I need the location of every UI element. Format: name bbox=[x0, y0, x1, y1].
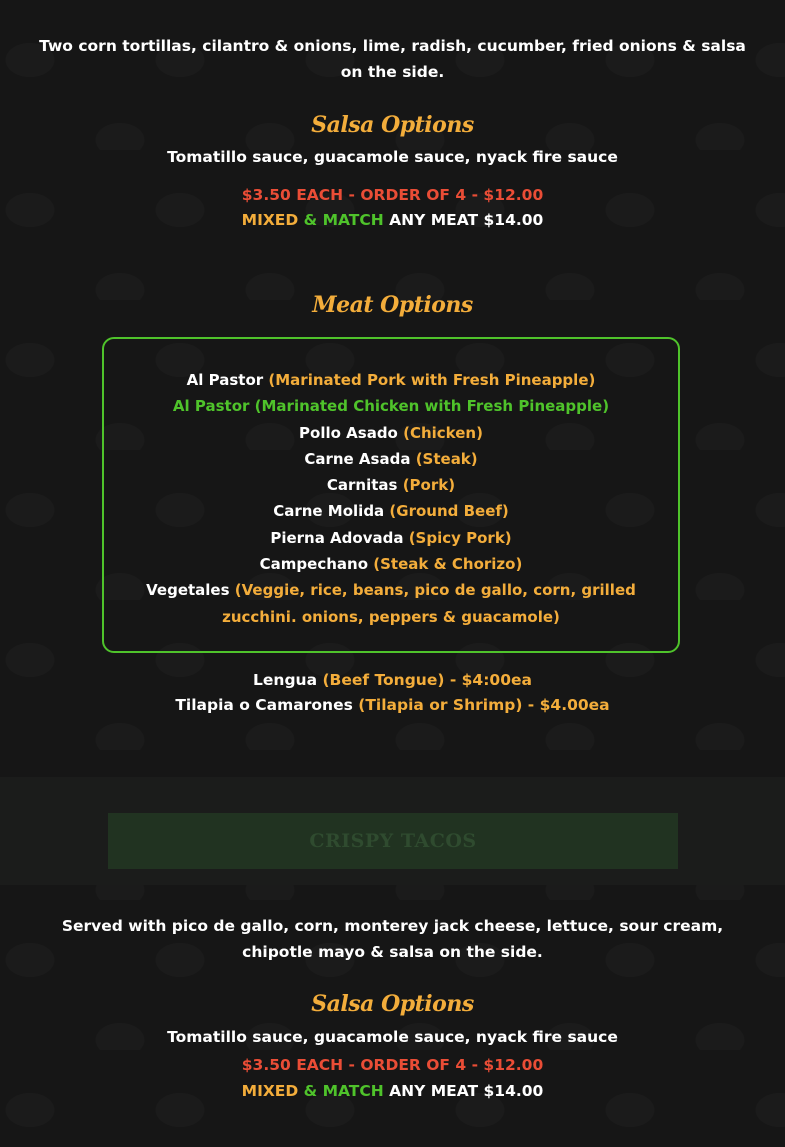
extra-item bbox=[0, 669, 785, 691]
crispy-mix-match-line bbox=[0, 1080, 785, 1102]
crispy-tacos-title: CRISPY TACOS bbox=[108, 813, 678, 869]
meat-name: Carne Molida bbox=[273, 502, 385, 521]
mix-match-text: & MATCH bbox=[303, 211, 384, 229]
extra-name: Tilapia o Camarones bbox=[175, 696, 353, 714]
extra-desc: (Beef Tongue) - $4:00ea bbox=[322, 671, 532, 689]
meat-desc: (Marinated Chicken with Fresh Pineapple) bbox=[254, 397, 610, 416]
meat-desc: (Spicy Pork) bbox=[408, 528, 512, 547]
meat-item bbox=[104, 525, 678, 551]
meat-name: Campechano bbox=[259, 555, 369, 574]
meat-desc: (Steak & Chorizo) bbox=[373, 555, 523, 574]
meat-item bbox=[104, 367, 678, 393]
meat-item bbox=[104, 498, 678, 524]
meat-desc: (Marinated Pork with Fresh Pineapple) bbox=[268, 371, 596, 389]
meat-name: Pollo Asado bbox=[299, 423, 398, 442]
meat-item bbox=[104, 551, 678, 577]
crispy-tacos-section bbox=[0, 777, 785, 885]
meat-desc: (Veggie, rice, beans, pico de gallo, corn, grilled zucchini. onions, peppers & guacamole) bbox=[222, 581, 636, 626]
meat-item bbox=[104, 446, 678, 472]
mix-mixed-text: MIXED bbox=[241, 211, 299, 229]
extra-desc: (Tilapia or Shrimp) - $4.00ea bbox=[358, 696, 610, 714]
meat-desc: (Chicken) bbox=[403, 423, 483, 442]
meat-name: Al Pastor bbox=[186, 371, 264, 389]
price-each: $3.50 EACH - ORDER OF 4 - $12.00 bbox=[241, 186, 544, 204]
extra-name: Lengua bbox=[253, 671, 318, 689]
meat-options-list bbox=[104, 367, 678, 630]
meat-item bbox=[104, 577, 678, 630]
mix-rest-text: ANY MEAT $14.00 bbox=[389, 1082, 544, 1100]
crispy-price-each: $3.50 EACH - ORDER OF 4 - $12.00 bbox=[241, 1056, 544, 1074]
meat-options-title: Meat Options bbox=[312, 292, 473, 318]
salsa-options-list: Tomatillo sauce, guacamole sauce, nyack fire sauce bbox=[167, 148, 618, 166]
extra-item bbox=[0, 694, 785, 716]
meat-name: Carne Asada bbox=[304, 449, 411, 468]
meat-desc: (Steak) bbox=[415, 449, 478, 468]
salsa-options-title: Salsa Options bbox=[311, 112, 474, 138]
meat-item bbox=[104, 472, 678, 498]
meat-item bbox=[104, 393, 678, 419]
mix-match-text: & MATCH bbox=[303, 1082, 384, 1100]
meat-name: Vegetales bbox=[146, 581, 230, 600]
meat-desc: (Ground Beef) bbox=[389, 502, 509, 521]
meat-name: Al Pastor bbox=[172, 397, 250, 416]
mix-rest-text: ANY MEAT $14.00 bbox=[389, 211, 544, 229]
crispy-tacos-description: Served with pico de gallo, corn, monterey jack cheese, lettuce, sour cream, chipotle mayo & salsa on the side. bbox=[61, 917, 724, 961]
meat-options-box bbox=[102, 337, 680, 653]
meat-name: Carnitas bbox=[326, 476, 398, 495]
mix-match-line bbox=[0, 209, 785, 231]
soft-tacos-description: Two corn tortillas, cilantro & onions, lime, radish, cucumber, fried onions & salsa on the side. bbox=[39, 37, 746, 81]
meat-item bbox=[104, 420, 678, 446]
crispy-salsa-options-list: Tomatillo sauce, guacamole sauce, nyack fire sauce bbox=[167, 1028, 618, 1046]
mix-mixed-text: MIXED bbox=[241, 1082, 299, 1100]
meat-desc: (Pork) bbox=[402, 476, 456, 495]
crispy-salsa-options-title: Salsa Options bbox=[311, 991, 474, 1017]
meat-name: Pierna Adovada bbox=[270, 528, 404, 547]
